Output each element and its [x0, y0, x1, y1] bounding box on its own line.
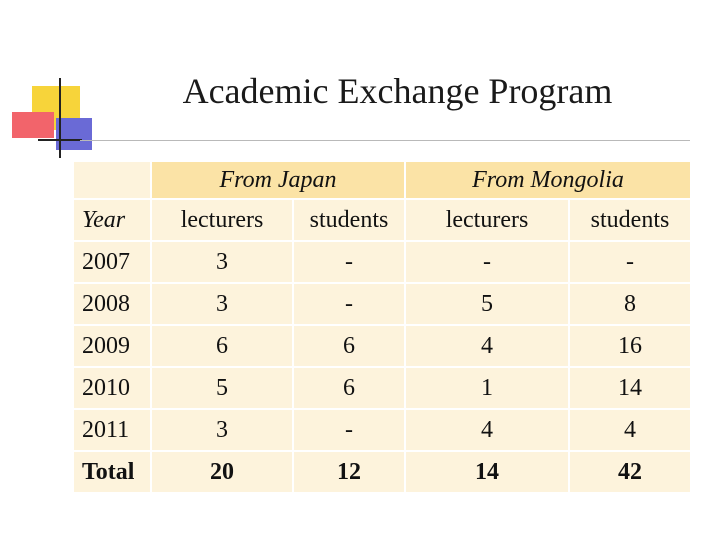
table-row: [73, 241, 691, 283]
cell-mongolia-students: 4: [569, 409, 691, 451]
corner-cell: [73, 161, 151, 199]
cell-japan-lecturers: 6: [151, 325, 293, 367]
cell-mongolia-students: -: [569, 241, 691, 283]
cell-total-mongolia-lecturers: 14: [405, 451, 569, 493]
title-divider: [80, 140, 690, 141]
cell-japan-students: 6: [293, 325, 405, 367]
cell-japan-students: 6: [293, 367, 405, 409]
table-row: [73, 283, 691, 325]
decor-blue-square: [56, 118, 92, 150]
table-row: [73, 409, 691, 451]
cell-mongolia-lecturers: -: [405, 241, 569, 283]
header-japan-students: students: [293, 199, 405, 241]
cell-year: 2010: [73, 367, 151, 409]
cell-mongolia-students: 16: [569, 325, 691, 367]
cell-japan-lecturers: 3: [151, 409, 293, 451]
header-japan-lecturers: lecturers: [151, 199, 293, 241]
cell-total-mongolia-students: 42: [569, 451, 691, 493]
cell-mongolia-students: 8: [569, 283, 691, 325]
exchange-table: [72, 160, 692, 494]
group-header-japan: From Japan: [151, 161, 405, 199]
cell-mongolia-lecturers: 5: [405, 283, 569, 325]
cell-total-label: Total: [73, 451, 151, 493]
cell-total-japan-students: 12: [293, 451, 405, 493]
cell-japan-students: -: [293, 409, 405, 451]
cell-mongolia-lecturers: 4: [405, 409, 569, 451]
cell-year: 2008: [73, 283, 151, 325]
cell-year: 2011: [73, 409, 151, 451]
table-row: [73, 367, 691, 409]
cell-mongolia-students: 14: [569, 367, 691, 409]
decor-horizontal-line: [38, 139, 82, 141]
header-mongolia-lecturers: lecturers: [405, 199, 569, 241]
cell-year: 2007: [73, 241, 151, 283]
header-year: Year: [73, 199, 151, 241]
table-total-row: [73, 451, 691, 493]
decor-red-square: [12, 112, 54, 138]
cell-mongolia-lecturers: 4: [405, 325, 569, 367]
cell-japan-students: -: [293, 241, 405, 283]
cell-mongolia-lecturers: 1: [405, 367, 569, 409]
cell-japan-lecturers: 5: [151, 367, 293, 409]
table-header-row: [73, 199, 691, 241]
cell-total-japan-lecturers: 20: [151, 451, 293, 493]
group-header-mongolia: From Mongolia: [405, 161, 691, 199]
slide-title: Academic Exchange Program: [182, 71, 613, 111]
cell-year: 2009: [73, 325, 151, 367]
table-row: [73, 325, 691, 367]
cell-japan-lecturers: 3: [151, 283, 293, 325]
table-group-header-row: [73, 161, 691, 199]
header-mongolia-students: students: [569, 199, 691, 241]
cell-japan-students: -: [293, 283, 405, 325]
cell-japan-lecturers: 3: [151, 241, 293, 283]
